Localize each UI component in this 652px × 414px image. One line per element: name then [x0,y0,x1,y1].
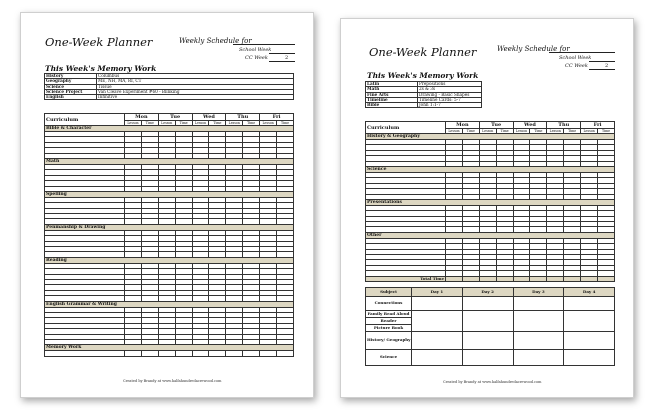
page-1-weekly-schedule-label: Weekly Schedule for [179,37,252,45]
summary-day-header: Day 2 [462,288,513,297]
page-1-school-week-label: School Week [239,47,272,53]
page-1-cc-week-label: CC Week [245,55,268,61]
section-label: Presentations [366,199,615,205]
entry-cell[interactable] [209,351,226,356]
summary-row: History/ Geography [366,332,615,350]
day-header: Wed [192,114,226,121]
total-cell[interactable] [446,276,463,281]
total-cell[interactable] [513,276,530,281]
total-cell[interactable] [547,276,564,281]
memory-row: Science Tissue [45,84,294,89]
time-subheader: Time [598,129,615,134]
day-header: Tue [158,114,192,121]
day-header: Fri [260,114,294,121]
summary-row: Science [366,350,615,366]
lesson-subheader: Lesson [513,129,530,134]
time-subheader: Time [141,121,158,126]
page-2-cc-week-label: CC Week [565,63,588,69]
curriculum-header: Curriculum [366,122,446,134]
page-2-memory-work-title: This Week's Memory Work [367,71,479,80]
total-cell[interactable] [496,276,513,281]
day-header: Mon [125,114,159,121]
section-label: Spelling [45,191,294,197]
time-subheader: Time [564,129,581,134]
page-2-cc-week-value: 2 [605,63,609,69]
summary-row: Picture Book [366,325,615,332]
day-header: Wed [513,122,547,129]
page-1-cc-week-value: 2 [285,55,289,61]
summary-row: Family Read Aloud [366,311,615,318]
memory-row: Math 2s & 3s [366,87,615,92]
memory-row: Latin Prepositions [366,82,615,87]
planner-page-1 [20,12,314,398]
lesson-subheader: Lesson [226,121,243,126]
lesson-subheader: Lesson [158,121,175,126]
memory-row: Fine Arts Drawing - Basic Shapes [366,92,615,97]
page-1-title: One-Week Planner [45,35,153,49]
memory-row: History Columbus [45,74,294,79]
page-1-curriculum-table [44,113,294,357]
total-cell[interactable] [479,276,496,281]
section-label: Reading [45,257,294,263]
lesson-subheader: Lesson [260,121,277,126]
entry-cell[interactable] [141,351,158,356]
summary-row: Reader [366,318,615,325]
time-subheader: Time [277,121,294,126]
page-2-weekly-schedule-label: Weekly Schedule for [497,45,570,53]
time-subheader: Time [530,129,547,134]
summary-row: Connections [366,297,615,311]
page-1-cc-week-line [269,61,295,62]
total-cell[interactable] [462,276,479,281]
page-2-footer: Created by Brandy at www.halfahundredacrewood.com [443,380,542,384]
total-cell[interactable] [564,276,581,281]
day-header: Mon [446,122,480,129]
day-header: Tue [479,122,513,129]
page-1-memory-table [44,73,294,100]
page-2-summary-table [365,287,615,366]
total-time-row [366,276,615,281]
lesson-subheader: Lesson [479,129,496,134]
lesson-subheader: Lesson [581,129,598,134]
section-label: English Grammar & Writing [45,301,294,307]
page-2-curriculum-table [365,121,615,282]
page-2-cc-week-line [589,69,615,70]
section-label: History & Geography [366,134,615,140]
memory-row: Geography ME, NH, MA, RI, CT [45,79,294,84]
section-label: Penmanship & Drawing [45,224,294,230]
section-label: Bible & Character [45,126,294,132]
memory-row: Timeline Timeline Cards: 5-7 [366,97,615,102]
time-subheader: Time [243,121,260,126]
summary-subject-header: Subject [366,288,412,297]
total-cell[interactable] [598,276,615,281]
planner-page-2 [340,18,634,398]
day-header: Fri [581,122,615,129]
page-2-school-week-line [589,61,615,62]
page-1-school-week-line [269,53,295,54]
section-label: Other [366,232,615,238]
summary-day-header: Day 1 [412,288,463,297]
section-label: Math [45,158,294,164]
summary-day-header: Day 4 [564,288,615,297]
total-time-label: Total Time [366,276,446,281]
memory-row: Science Project Van Cleave Experiment #60 - Blinking [45,89,294,94]
lesson-subheader: Lesson [192,121,209,126]
table-row [45,351,294,356]
time-subheader: Time [462,129,479,134]
page-2-school-week-label: School Week [559,55,592,61]
entry-cell[interactable] [125,351,142,356]
time-subheader: Time [175,121,192,126]
section-label: Science [366,166,615,172]
entry-cell[interactable] [277,351,294,356]
entry-cell[interactable] [45,351,125,356]
total-cell[interactable] [581,276,598,281]
entry-cell[interactable] [243,351,260,356]
page-1-weekly-schedule-line [233,44,295,45]
page-1-memory-work-title: This Week's Memory Work [45,64,157,73]
day-header: Thu [226,114,260,121]
entry-cell[interactable] [260,351,277,356]
page-2-weekly-schedule-line [549,52,615,53]
page-2-memory-table [365,81,615,108]
page-1-footer: Created by Brandy at www.halfahundredacrewood.com [123,379,222,383]
entry-cell[interactable] [175,351,192,356]
memory-row: English Infinitive [45,95,294,100]
lesson-subheader: Lesson [446,129,463,134]
memory-row: Bible John 1:1-7 [366,103,615,108]
curriculum-header: Curriculum [45,114,125,126]
day-header: Thu [547,122,581,129]
entry-cell[interactable] [192,351,209,356]
summary-day-header: Day 3 [513,288,564,297]
total-cell[interactable] [530,276,547,281]
time-subheader: Time [496,129,513,134]
lesson-subheader: Lesson [547,129,564,134]
entry-cell[interactable] [158,351,175,356]
page-2-title: One-Week Planner [369,45,477,59]
entry-cell[interactable] [226,351,243,356]
lesson-subheader: Lesson [125,121,142,126]
time-subheader: Time [209,121,226,126]
section-label: Memory Work [45,345,294,351]
